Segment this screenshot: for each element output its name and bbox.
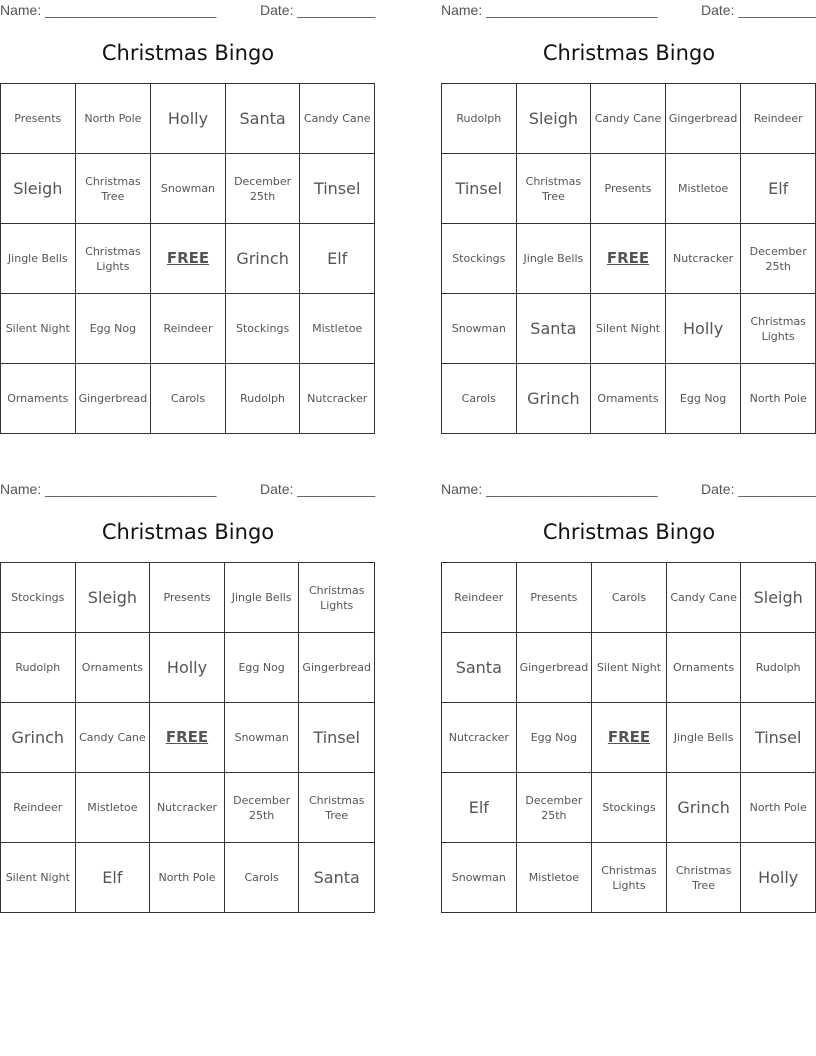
bingo-cell[interactable]: Gingerbread	[517, 633, 593, 703]
bingo-cell[interactable]: Stockings	[442, 224, 517, 294]
bingo-cell[interactable]: Ornaments	[591, 364, 666, 434]
bingo-cell[interactable]: Santa	[226, 84, 301, 154]
bingo-cell[interactable]: Sleigh	[76, 563, 151, 633]
bingo-cell[interactable]: Candy Cane	[667, 563, 742, 633]
bingo-cell[interactable]: Christmas Lights	[592, 843, 667, 913]
bingo-grid	[0, 83, 375, 434]
bingo-cell[interactable]: Jingle Bells	[225, 563, 300, 633]
free-space-cell[interactable]: FREE	[592, 703, 667, 773]
bingo-cell[interactable]: Jingle Bells	[667, 703, 742, 773]
bingo-cell[interactable]: Holly	[151, 84, 226, 154]
bingo-cell[interactable]: Carols	[592, 563, 667, 633]
bingo-cell[interactable]: Reindeer	[442, 563, 517, 633]
bingo-cell[interactable]: Egg Nog	[517, 703, 593, 773]
bingo-cell[interactable]: Silent Night	[1, 843, 76, 913]
bingo-cell[interactable]: Nutcracker	[300, 364, 375, 434]
bingo-cell[interactable]: Santa	[299, 843, 375, 913]
bingo-cell[interactable]: Reindeer	[151, 294, 226, 364]
bingo-cell[interactable]: Grinch	[517, 364, 592, 434]
card-header	[0, 479, 376, 499]
bingo-cell[interactable]: Sleigh	[517, 84, 592, 154]
bingo-cell[interactable]: Carols	[151, 364, 226, 434]
bingo-cell[interactable]: Christmas Lights	[741, 294, 816, 364]
bingo-cell[interactable]: Snowman	[442, 294, 517, 364]
bingo-cell[interactable]: North Pole	[76, 84, 152, 154]
bingo-cell[interactable]: Carols	[225, 843, 300, 913]
name-field-label[interactable]: Name: ______________________	[441, 481, 658, 497]
bingo-card-1	[0, 0, 376, 440]
bingo-card-4	[441, 479, 816, 919]
bingo-cell[interactable]: Gingerbread	[299, 633, 375, 703]
bingo-cell[interactable]: Elf	[442, 773, 517, 843]
bingo-cell[interactable]: Snowman	[151, 154, 226, 224]
bingo-cell[interactable]: Candy Cane	[591, 84, 666, 154]
bingo-grid	[441, 562, 816, 913]
bingo-cell[interactable]: Grinch	[226, 224, 301, 294]
bingo-cell[interactable]: Nutcracker	[442, 703, 517, 773]
bingo-cell[interactable]: Tinsel	[442, 154, 517, 224]
bingo-cell[interactable]: Holly	[666, 294, 742, 364]
bingo-cell[interactable]: Presents	[517, 563, 593, 633]
date-field-label[interactable]: Date: __________	[260, 481, 376, 497]
bingo-cell[interactable]: Tinsel	[741, 703, 816, 773]
bingo-cell[interactable]: Christmas Tree	[76, 154, 152, 224]
bingo-cell[interactable]: Holly	[150, 633, 225, 703]
bingo-card-3	[0, 479, 376, 919]
card-title: Christmas Bingo	[101, 520, 275, 544]
bingo-cell[interactable]: Tinsel	[300, 154, 375, 224]
bingo-cell[interactable]: Christmas Lights	[76, 224, 152, 294]
bingo-cell[interactable]: Mistletoe	[517, 843, 593, 913]
bingo-cell[interactable]: Christmas Tree	[667, 843, 742, 913]
bingo-cell[interactable]: Rudolph	[741, 633, 816, 703]
bingo-cell[interactable]: Jingle Bells	[1, 224, 76, 294]
bingo-cell[interactable]: December 25th	[225, 773, 300, 843]
bingo-cell[interactable]: Egg Nog	[666, 364, 742, 434]
name-field-label[interactable]: Name: ______________________	[441, 2, 658, 18]
bingo-cell[interactable]: Silent Night	[591, 294, 666, 364]
bingo-cell[interactable]: Mistletoe	[666, 154, 742, 224]
bingo-cell[interactable]: Elf	[300, 224, 375, 294]
bingo-cell[interactable]: Presents	[150, 563, 225, 633]
bingo-cell[interactable]: Grinch	[667, 773, 742, 843]
bingo-cell[interactable]: Christmas Tree	[299, 773, 375, 843]
bingo-cell[interactable]: Candy Cane	[300, 84, 375, 154]
bingo-cell[interactable]: Reindeer	[1, 773, 76, 843]
bingo-cell[interactable]: Rudolph	[442, 84, 517, 154]
bingo-card-2	[441, 0, 816, 440]
bingo-cell[interactable]: Egg Nog	[225, 633, 300, 703]
bingo-cell[interactable]: Stockings	[1, 563, 76, 633]
bingo-cell[interactable]: Christmas Lights	[299, 563, 375, 633]
card-header	[441, 0, 816, 20]
free-space-cell[interactable]: FREE	[151, 224, 226, 294]
bingo-cell[interactable]: Christmas Tree	[517, 154, 592, 224]
bingo-cell[interactable]: Nutcracker	[150, 773, 225, 843]
bingo-cell[interactable]: Stockings	[226, 294, 301, 364]
bingo-cell[interactable]: Snowman	[442, 843, 517, 913]
bingo-cell[interactable]: Ornaments	[76, 633, 151, 703]
bingo-cell[interactable]: Santa	[517, 294, 592, 364]
bingo-cell[interactable]: Presents	[591, 154, 666, 224]
bingo-cell[interactable]: Grinch	[1, 703, 76, 773]
bingo-cell[interactable]: Rudolph	[1, 633, 76, 703]
card-title: Christmas Bingo	[542, 41, 716, 65]
bingo-cell[interactable]: December 25th	[741, 224, 816, 294]
bingo-cell[interactable]: Snowman	[225, 703, 300, 773]
bingo-cell[interactable]: Holly	[741, 843, 816, 913]
bingo-cell[interactable]: Sleigh	[1, 154, 76, 224]
bingo-cell[interactable]: Tinsel	[299, 703, 375, 773]
bingo-cell[interactable]: North Pole	[741, 364, 816, 434]
bingo-cell[interactable]: Nutcracker	[666, 224, 742, 294]
free-space-cell[interactable]: FREE	[591, 224, 666, 294]
bingo-cell[interactable]: Carols	[442, 364, 517, 434]
card-title: Christmas Bingo	[101, 41, 275, 65]
bingo-cell[interactable]: Silent Night	[592, 633, 667, 703]
bingo-cell[interactable]: Mistletoe	[76, 773, 151, 843]
bingo-cell[interactable]: Santa	[442, 633, 517, 703]
bingo-cell[interactable]: December 25th	[226, 154, 301, 224]
bingo-cell[interactable]: Elf	[741, 154, 816, 224]
bingo-cell[interactable]: Stockings	[592, 773, 667, 843]
bingo-cell[interactable]: Ornaments	[667, 633, 742, 703]
card-header	[441, 479, 816, 499]
bingo-cell[interactable]: North Pole	[741, 773, 816, 843]
bingo-grid	[0, 562, 375, 913]
bingo-cell[interactable]: Mistletoe	[300, 294, 375, 364]
bingo-cell[interactable]: Elf	[76, 843, 151, 913]
bingo-cell[interactable]: Presents	[1, 84, 76, 154]
date-field-label[interactable]: Date: __________	[701, 481, 816, 497]
card-title: Christmas Bingo	[542, 520, 716, 544]
name-field-label[interactable]: Name: ______________________	[0, 481, 217, 497]
name-field-label[interactable]: Name: ______________________	[0, 2, 217, 18]
bingo-cell[interactable]: Sleigh	[741, 563, 816, 633]
card-header	[0, 0, 376, 20]
bingo-cell[interactable]: Egg Nog	[76, 294, 152, 364]
bingo-cell[interactable]: Reindeer	[741, 84, 816, 154]
bingo-grid	[441, 83, 816, 434]
bingo-cell[interactable]: December 25th	[517, 773, 593, 843]
bingo-cell[interactable]: North Pole	[150, 843, 225, 913]
bingo-cell[interactable]: Gingerbread	[76, 364, 152, 434]
free-space-cell[interactable]: FREE	[150, 703, 225, 773]
bingo-cell[interactable]: Rudolph	[226, 364, 301, 434]
bingo-cell[interactable]: Ornaments	[1, 364, 76, 434]
date-field-label[interactable]: Date: __________	[701, 2, 816, 18]
bingo-cell[interactable]: Jingle Bells	[517, 224, 592, 294]
bingo-cell[interactable]: Gingerbread	[666, 84, 742, 154]
date-field-label[interactable]: Date: __________	[260, 2, 376, 18]
bingo-cell[interactable]: Silent Night	[1, 294, 76, 364]
bingo-cell[interactable]: Candy Cane	[76, 703, 151, 773]
